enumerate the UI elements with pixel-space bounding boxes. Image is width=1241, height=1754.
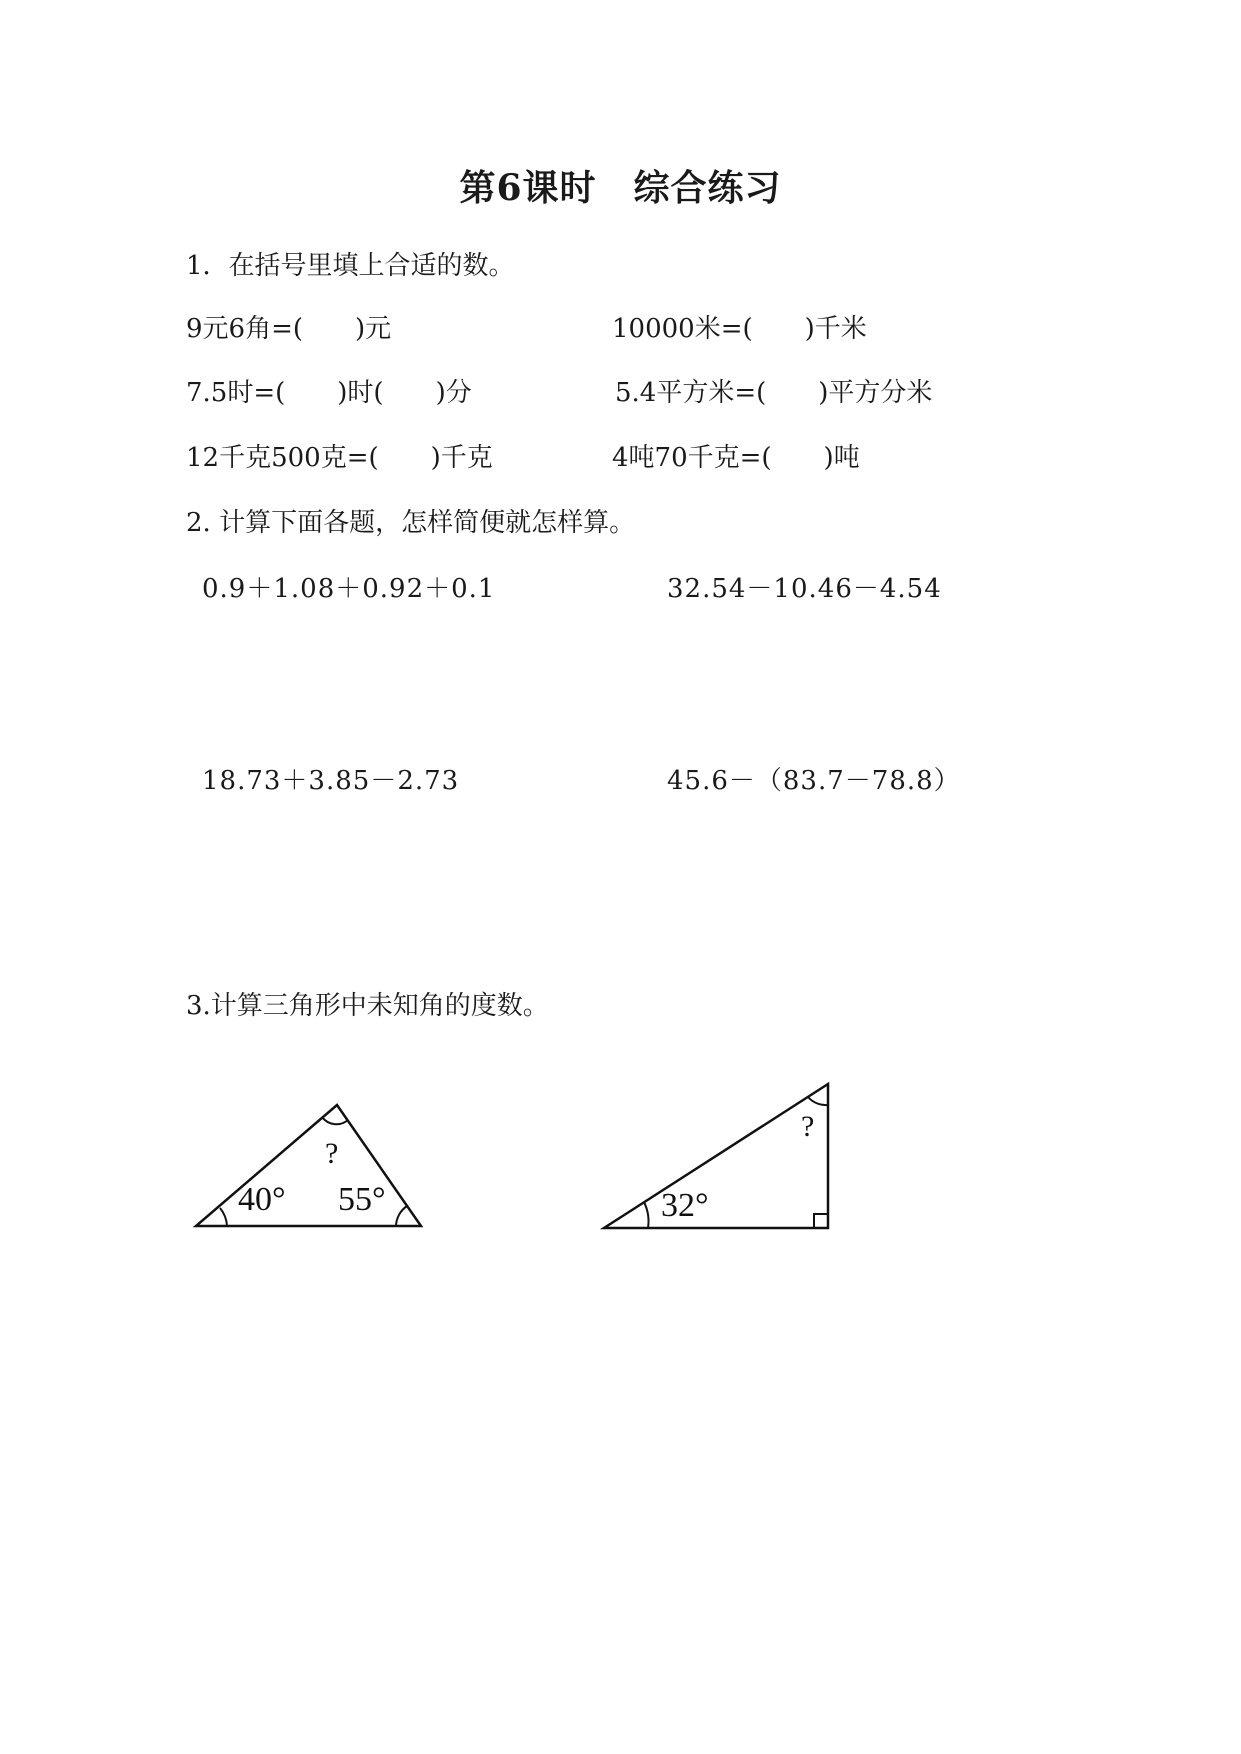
triangle-2-outline bbox=[604, 1084, 828, 1228]
q1-item-1: 9元6角=( )元 bbox=[186, 314, 392, 344]
triangle-1-angle-arc-right bbox=[396, 1206, 407, 1226]
q2-expression-1: 0.9＋1.08＋0.92＋0.1 bbox=[202, 574, 496, 604]
page-title: 第6课时 综合练习 bbox=[459, 167, 782, 209]
triangle-2-angle-32: 32° bbox=[661, 1187, 709, 1224]
q1-item-5: 12千克500克=( )千克 bbox=[186, 443, 493, 473]
q1-item-4: 5.4平方米=( )平方分米 bbox=[615, 378, 933, 408]
triangle-1-unknown-angle: ? bbox=[325, 1137, 339, 1170]
triangle-1-outline bbox=[196, 1105, 421, 1226]
triangle-1 bbox=[196, 1105, 421, 1226]
triangle-2-angle-arc-top bbox=[808, 1097, 828, 1105]
question-2-prompt: 2. 计算下面各题，怎样简便就怎样算。 bbox=[186, 508, 636, 538]
triangle-2-unknown-angle: ? bbox=[801, 1110, 815, 1143]
q2-expression-2: 32.54－10.46－4.54 bbox=[667, 574, 942, 604]
right-angle-marker bbox=[814, 1214, 828, 1228]
q2-expression-4: 45.6－（83.7－78.8） bbox=[667, 766, 961, 796]
triangle-1-angle-arc-top bbox=[322, 1117, 348, 1124]
triangle-1-angle-55: 55° bbox=[338, 1181, 386, 1218]
question-1-prompt: 1．在括号里填上合适的数。 bbox=[186, 251, 515, 281]
q1-item-2: 10000米=( )千米 bbox=[612, 314, 867, 344]
triangle-2-angle-arc-left bbox=[644, 1202, 649, 1228]
triangle-2 bbox=[604, 1084, 828, 1228]
question-3-prompt: 3.计算三角形中未知角的度数。 bbox=[186, 991, 549, 1021]
q2-expression-3: 18.73＋3.85－2.73 bbox=[202, 766, 460, 796]
q1-item-6: 4吨70千克=( )吨 bbox=[612, 443, 860, 473]
triangle-1-angle-arc-left bbox=[220, 1208, 227, 1226]
triangle-1-angle-40: 40° bbox=[238, 1181, 286, 1218]
q1-item-3: 7.5时=( )时( )分 bbox=[186, 378, 472, 408]
